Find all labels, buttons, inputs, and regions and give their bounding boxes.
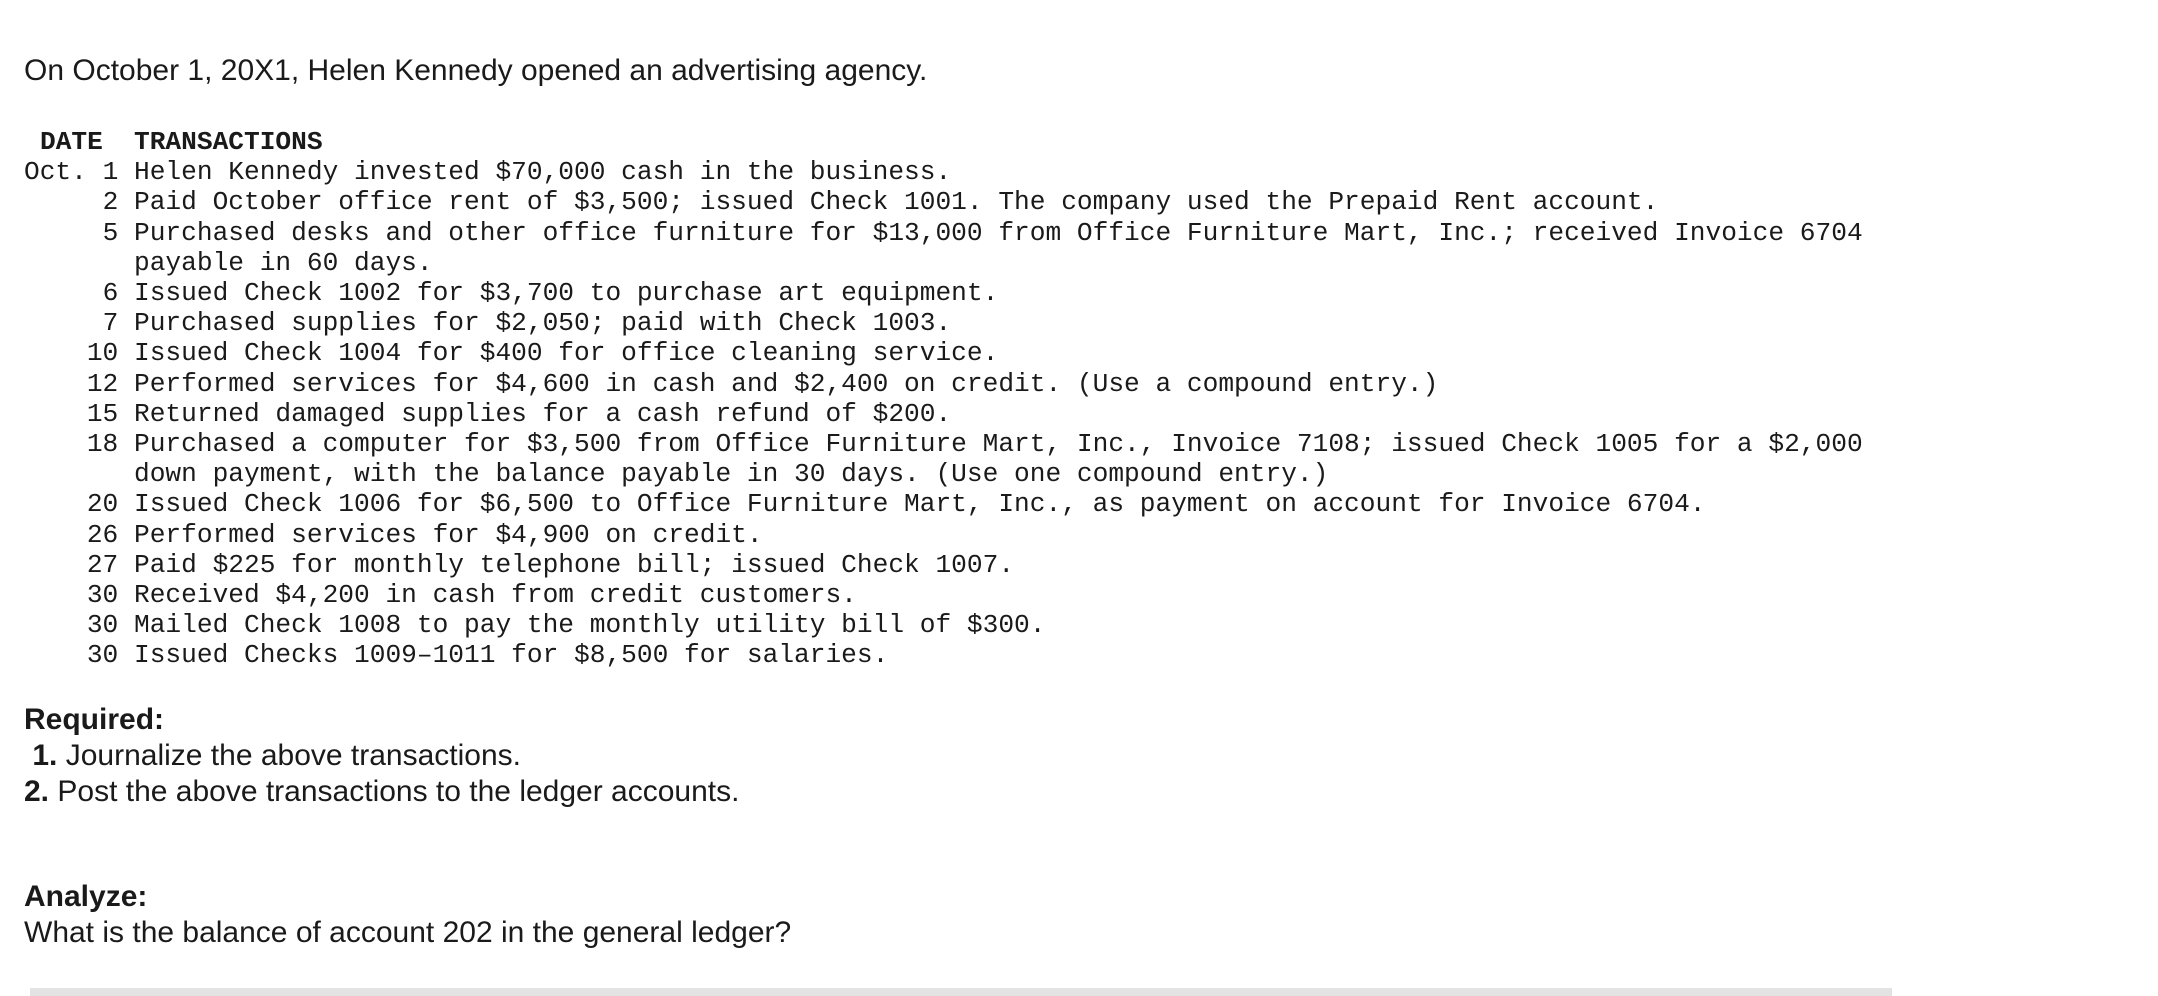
transaction-row <box>24 610 1894 640</box>
transaction-day: 18 <box>86 429 119 460</box>
transaction-day: 1 <box>102 157 119 188</box>
transaction-day: 27 <box>86 549 119 580</box>
transaction-text: Performed services for $4,600 in cash and $2,400 on credit. (Use a compound entry.) <box>134 368 1439 399</box>
transaction-date <box>24 610 134 640</box>
transaction-text: Paid October office rent of $3,500; issued Check 1001. The company used the Prepaid Rent account. <box>134 187 1659 218</box>
transaction-day: 26 <box>86 519 119 550</box>
transaction-date <box>24 489 134 519</box>
transaction-row <box>24 429 1894 489</box>
analyze-label: Analyze: <box>24 880 148 913</box>
transaction-day: 15 <box>86 398 119 429</box>
required-item-text: Post the above transactions to the ledger accounts. <box>57 775 740 808</box>
transaction-text: Issued Check 1002 for $3,700 to purchase art equipment. <box>134 278 999 309</box>
required-item-2 <box>24 774 739 810</box>
transaction-row <box>24 520 1894 550</box>
transaction-row <box>24 187 1894 217</box>
transaction-text: Helen Kennedy invested $70,000 cash in the business. <box>134 157 952 188</box>
transaction-date <box>24 218 134 278</box>
transaction-text: Returned damaged supplies for a cash refund of $200. <box>134 398 952 429</box>
required-item-number: 2. <box>24 775 50 808</box>
transaction-text: Issued Checks 1009–1011 for $8,500 for salaries. <box>134 640 889 671</box>
intro-text: On October 1, 20X1, Helen Kennedy opened an advertising agency. <box>24 54 928 87</box>
transaction-date <box>24 640 134 670</box>
required-section <box>24 702 739 810</box>
required-label: Required: <box>24 703 165 736</box>
transaction-day: 7 <box>102 308 119 339</box>
required-item-1 <box>24 738 739 774</box>
transaction-date <box>24 187 134 217</box>
transaction-row <box>24 369 1894 399</box>
transaction-text: Issued Check 1004 for $400 for office cleaning service. <box>134 338 999 369</box>
transaction-day: 5 <box>102 217 119 248</box>
transaction-day: 30 <box>86 610 119 641</box>
required-item-text: Journalize the above transactions. <box>65 739 521 772</box>
transaction-day: 10 <box>86 338 119 369</box>
transaction-row <box>24 308 1894 338</box>
transactions-header <box>24 127 1894 157</box>
transaction-date <box>24 429 134 489</box>
transaction-date <box>24 369 134 399</box>
transaction-text: Purchased supplies for $2,050; paid with Check 1003. <box>134 308 952 339</box>
transaction-date <box>24 580 134 610</box>
transaction-row <box>24 278 1894 308</box>
transaction-day: 20 <box>86 489 119 520</box>
transaction-row <box>24 338 1894 368</box>
transaction-text: Received $4,200 in cash from credit customers. <box>134 580 857 611</box>
transaction-date <box>24 338 134 368</box>
header-date: DATE <box>40 127 103 157</box>
transaction-date <box>24 520 134 550</box>
transaction-row <box>24 218 1894 278</box>
transaction-day: 30 <box>86 640 119 671</box>
transaction-text: Performed services for $4,900 on credit. <box>134 519 763 550</box>
transaction-day: 12 <box>86 368 119 399</box>
transaction-rows <box>24 157 1894 670</box>
transaction-text: Issued Check 1006 for $6,500 to Office Furniture Mart, Inc., as payment on account for Invoice 6704. <box>134 489 1706 520</box>
transaction-text: Purchased a computer for $3,500 from Office Furniture Mart, Inc., Invoice 7108; issued Check 1005 for a $2,000 down payment, with the balance payable in 30 days. (Use one compound entry.) <box>134 429 1863 490</box>
transaction-text: Paid $225 for monthly telephone bill; issued Check 1007. <box>134 549 1015 580</box>
transaction-date <box>24 399 134 429</box>
transaction-date <box>24 550 134 580</box>
transaction-row <box>24 550 1894 580</box>
transaction-day: 30 <box>86 580 119 611</box>
transaction-date <box>24 308 134 338</box>
answer-area-top-border <box>30 988 1892 996</box>
transaction-month: Oct. <box>24 157 87 188</box>
transaction-row <box>24 399 1894 429</box>
transaction-text: Purchased desks and other office furniture for $13,000 from Office Furniture Mart, Inc.; received Invoice 6704 payable in 60 days. <box>134 217 1863 278</box>
analyze-question: What is the balance of account 202 in the general ledger? <box>24 916 792 949</box>
analyze-section <box>24 879 791 951</box>
transaction-row <box>24 640 1894 670</box>
transactions-table <box>24 127 1894 671</box>
transaction-date <box>24 157 134 187</box>
transaction-date <box>24 278 134 308</box>
header-transactions: TRANSACTIONS <box>134 127 323 157</box>
transaction-day: 2 <box>102 187 119 218</box>
transaction-row <box>24 157 1894 187</box>
transaction-day: 6 <box>102 278 119 309</box>
transaction-text: Mailed Check 1008 to pay the monthly utility bill of $300. <box>134 610 1046 641</box>
transaction-row <box>24 580 1894 610</box>
required-item-number: 1. <box>32 739 58 772</box>
transaction-row <box>24 489 1894 519</box>
